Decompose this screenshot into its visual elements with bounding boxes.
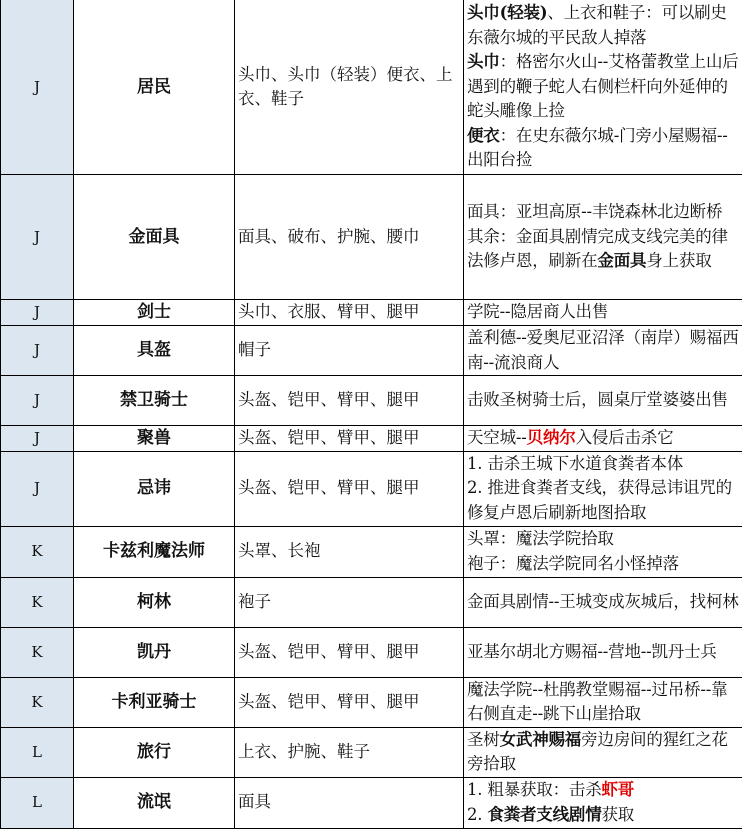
location-line [467, 124, 739, 173]
grade-cell: J [1, 376, 74, 426]
table-row [1, 326, 742, 376]
parts-cell: 头罩、长袍 [235, 526, 464, 577]
location-line [467, 426, 739, 451]
highlight-red-text: 贝纳尔 [527, 428, 576, 447]
location-line [467, 300, 739, 325]
set-name-cell: 聚兽 [74, 426, 235, 452]
text: 1. 粗暴获取：击杀 [467, 780, 602, 799]
set-name-cell: 凯丹 [74, 627, 235, 677]
text: 1. 击杀王城下水道食粪者本体 [467, 454, 683, 473]
location-cell [464, 426, 742, 452]
location-cell [464, 300, 742, 326]
text: 金面具剧情--王城变成灰城后，找柯林 [467, 592, 739, 611]
text: 身上获取 [646, 251, 711, 270]
location-line [467, 778, 739, 803]
bold-text: 食粪者支线剧情 [487, 805, 601, 824]
grade-cell: J [1, 426, 74, 452]
location-cell [464, 727, 742, 777]
set-name-cell: 流氓 [74, 777, 235, 828]
text: 击败圣树骑士后，圆桌厅堂婆婆出售 [467, 390, 728, 409]
table-row [1, 727, 742, 777]
table-row [1, 376, 742, 426]
table-row [1, 526, 742, 577]
text: 2. 推进食粪者支线，获得忌讳诅咒的修复卢恩后刷新地图拾取 [467, 478, 732, 522]
location-cell [464, 777, 742, 828]
text: ：格密尔火山--艾格蕾教堂上山后遇到的鞭子蛇人右侧栏杆向外延伸的蛇头雕像上捡 [467, 52, 739, 120]
location-cell [464, 175, 742, 300]
text: 亚基尔胡北方赐福--营地--凯丹士兵 [467, 642, 717, 661]
location-line [467, 552, 739, 577]
parts-cell: 头巾、衣服、臂甲、腿甲 [235, 300, 464, 326]
location-line [467, 527, 739, 552]
set-name-cell: 剑士 [74, 300, 235, 326]
bold-text: 头巾 [467, 52, 500, 71]
text: 天空城-- [467, 428, 527, 447]
location-line [467, 803, 739, 828]
bold-text: 头巾(轻装) [467, 3, 547, 22]
location-line [467, 590, 739, 615]
grade-cell: K [1, 577, 74, 627]
parts-cell: 面具 [235, 777, 464, 828]
table-row [1, 577, 742, 627]
grade-cell: K [1, 627, 74, 677]
location-cell [464, 376, 742, 426]
table-row [1, 175, 742, 300]
table-row [1, 300, 742, 326]
parts-cell: 头盔、铠甲、臂甲、腿甲 [235, 376, 464, 426]
location-cell [464, 326, 742, 376]
table-row [1, 677, 742, 727]
grade-cell: J [1, 175, 74, 300]
location-line [467, 452, 739, 477]
parts-cell: 头盔、铠甲、臂甲、腿甲 [235, 451, 464, 526]
set-name-cell: 柯林 [74, 577, 235, 627]
text: 袍子：魔法学院同名小怪掉落 [467, 554, 679, 573]
grade-cell: K [1, 526, 74, 577]
table-row [1, 426, 742, 452]
text: 盖利德--爱奥尼亚沼泽（南岸）赐福西南--流浪商人 [467, 328, 739, 372]
table-body [1, 0, 742, 828]
table-row [1, 627, 742, 677]
text: ：在史东薇尔城-门旁小屋赐福--出阳台捡 [467, 126, 728, 170]
parts-cell: 上衣、护腕、鞋子 [235, 727, 464, 777]
grade-cell: J [1, 326, 74, 376]
location-line [467, 200, 739, 225]
location-line [467, 326, 739, 375]
location-line [467, 388, 739, 413]
set-name-cell: 卡兹利魔法师 [74, 526, 235, 577]
location-line [467, 50, 739, 124]
bold-text: 金面具 [597, 251, 646, 270]
parts-cell: 帽子 [235, 326, 464, 376]
location-line [467, 1, 739, 50]
location-line [467, 225, 739, 274]
parts-cell: 头盔、铠甲、臂甲、腿甲 [235, 627, 464, 677]
text: 其余：金面具剧情完成支线完美的律法修卢恩，刷新在 [467, 227, 728, 271]
grade-cell: L [1, 777, 74, 828]
parts-cell: 头盔、铠甲、臂甲、腿甲 [235, 677, 464, 727]
text: 旁边房间的猩红之花旁拾取 [467, 730, 728, 774]
parts-cell: 面具、破布、护腕、腰巾 [235, 175, 464, 300]
location-cell [464, 577, 742, 627]
bold-text: 便衣 [467, 126, 500, 145]
table-row [1, 451, 742, 526]
text: 头罩：魔法学院拾取 [467, 529, 614, 548]
grade-cell: J [1, 0, 74, 175]
grade-cell: K [1, 677, 74, 727]
highlight-red-text: 虾哥 [602, 780, 635, 799]
text: 面具：亚坦高原--丰饶森林北边断桥 [467, 202, 722, 221]
parts-cell: 头盔、铠甲、臂甲、腿甲 [235, 426, 464, 452]
text: 2. [467, 805, 487, 824]
location-cell [464, 451, 742, 526]
set-name-cell: 卡利亚骑士 [74, 677, 235, 727]
set-name-cell: 旅行 [74, 727, 235, 777]
text: 、上衣和鞋子：可以刷史东薇尔城的平民敌人掉落 [467, 3, 727, 47]
grade-cell: J [1, 451, 74, 526]
location-line [467, 640, 739, 665]
set-name-cell: 忌讳 [74, 451, 235, 526]
parts-cell: 头巾、头巾（轻装）便衣、上衣、鞋子 [235, 0, 464, 175]
location-cell [464, 677, 742, 727]
text: 学院--隐居商人出售 [467, 302, 608, 321]
set-name-cell: 禁卫骑士 [74, 376, 235, 426]
location-line [467, 678, 739, 727]
set-name-cell: 金面具 [74, 175, 235, 300]
bold-text: 女武神赐福 [500, 730, 582, 749]
table-row [1, 0, 742, 175]
text: 魔法学院--杜鹃教堂赐福--过吊桥--靠右侧直走--跳下山崖拾取 [467, 680, 727, 724]
location-line [467, 476, 739, 525]
text: 获取 [602, 805, 635, 824]
grade-cell: J [1, 300, 74, 326]
text: 圣树 [467, 730, 500, 749]
set-name-cell: 具盔 [74, 326, 235, 376]
location-line [467, 728, 739, 777]
table-row [1, 777, 742, 828]
location-cell [464, 627, 742, 677]
parts-cell: 袍子 [235, 577, 464, 627]
grade-cell: L [1, 727, 74, 777]
text: 入侵后击杀它 [576, 428, 674, 447]
location-cell [464, 0, 742, 175]
set-name-cell: 居民 [74, 0, 235, 175]
location-cell [464, 526, 742, 577]
